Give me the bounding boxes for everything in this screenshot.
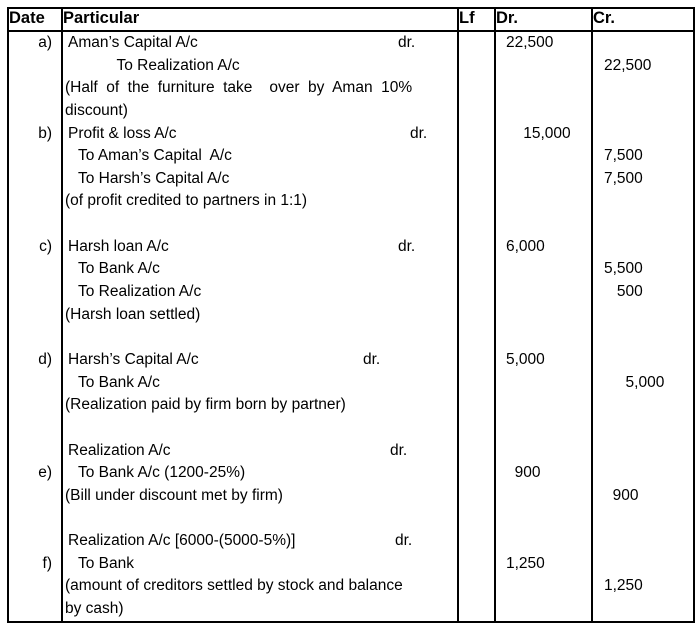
journal-line-text: To Bank xyxy=(78,554,135,572)
blank-line xyxy=(496,575,591,598)
blank-line xyxy=(496,440,591,463)
blank-line xyxy=(9,55,61,78)
blank-line xyxy=(9,145,61,168)
blank-line xyxy=(593,77,693,100)
blank-line xyxy=(593,507,693,530)
journal-line-text: To Bank A/c xyxy=(78,260,160,278)
blank-line xyxy=(496,417,591,440)
blank-line xyxy=(496,258,591,281)
entry-letter: f) xyxy=(42,554,52,572)
journal-line-text xyxy=(63,326,457,349)
date-column-body xyxy=(8,31,62,622)
blank-line xyxy=(496,394,591,417)
blank-line xyxy=(593,530,693,553)
dr-abbreviation: dr. xyxy=(395,532,413,550)
journal-line-text: To Harsh’s Capital A/c xyxy=(78,169,230,187)
journal-line-text xyxy=(63,213,457,236)
lf-column-body xyxy=(458,31,495,622)
cr-amount: 5,000 xyxy=(604,373,665,391)
blank-line xyxy=(9,598,61,621)
journal-line-text: Realization A/c [6000-(5000-5%)] dr. xyxy=(63,530,457,553)
journal-line-text: To Bank A/c xyxy=(78,373,160,391)
blank-line xyxy=(593,123,693,146)
dr-column-body xyxy=(495,31,592,622)
blank-line xyxy=(9,417,61,440)
journal-line-text: To Realization A/c xyxy=(78,56,240,74)
journal-line-text: (Realization paid by firm born by partner) xyxy=(65,396,346,414)
dr-abbreviation: dr. xyxy=(390,441,408,459)
column-header-date: Date xyxy=(8,8,62,31)
journal-line-text: (Harsh loan settled) xyxy=(65,305,201,323)
dr-abbreviation: dr. xyxy=(398,34,416,51)
journal-line-text xyxy=(63,507,457,530)
blank-line xyxy=(593,417,693,440)
cr-amount: 500 xyxy=(604,283,643,301)
blank-line xyxy=(496,485,591,508)
journal-line-text: Aman’s Capital A/c dr. xyxy=(63,32,457,55)
blank-line xyxy=(9,507,61,530)
blank-line xyxy=(9,394,61,417)
journal-line-text: (of profit credited to partners in 1:1) xyxy=(65,192,308,210)
dr-abbreviation: dr. xyxy=(410,124,428,142)
blank-line xyxy=(9,372,61,395)
column-header-cr: Cr. xyxy=(592,8,694,31)
blank-line xyxy=(593,326,693,349)
blank-line xyxy=(496,598,591,621)
blank-line xyxy=(496,168,591,191)
blank-line xyxy=(496,55,591,78)
blank-line xyxy=(9,304,61,327)
blank-line xyxy=(496,145,591,168)
entry-letter: d) xyxy=(38,350,52,368)
cr-amount: 7,500 xyxy=(604,169,643,187)
journal-line-text: Harsh loan A/c dr. xyxy=(63,236,457,259)
cr-amount: 5,500 xyxy=(604,260,643,278)
blank-line xyxy=(496,372,591,395)
blank-line xyxy=(496,100,591,123)
blank-line xyxy=(593,304,693,327)
blank-line xyxy=(593,32,693,55)
journal-line-text: discount) xyxy=(65,101,128,119)
journal-line-text: (Bill under discount met by firm) xyxy=(65,486,283,504)
journal-line-text: To Aman’s Capital A/c xyxy=(78,147,232,165)
journal-line-text: To Bank A/c (1200-25%) xyxy=(78,464,246,482)
entry-letter: a) xyxy=(38,34,52,51)
blank-line xyxy=(496,507,591,530)
blank-line xyxy=(496,77,591,100)
dr-amount: 15,000 xyxy=(506,124,571,142)
blank-line xyxy=(9,213,61,236)
journal-line-text: To Realization A/c xyxy=(78,283,202,301)
blank-line xyxy=(593,213,693,236)
dr-abbreviation: dr. xyxy=(363,350,381,368)
blank-line xyxy=(9,530,61,553)
blank-line xyxy=(9,440,61,463)
blank-line xyxy=(9,575,61,598)
cr-amount: 7,500 xyxy=(604,147,643,165)
dr-amount: 900 xyxy=(506,464,541,482)
blank-line xyxy=(593,462,693,485)
column-header-dr: Dr. xyxy=(495,8,592,31)
blank-line xyxy=(593,349,693,372)
blank-line xyxy=(9,485,61,508)
blank-line xyxy=(496,304,591,327)
blank-line xyxy=(496,190,591,213)
blank-line xyxy=(496,281,591,304)
journal-line-text: Harsh’s Capital A/c dr. xyxy=(63,349,457,372)
journal-line-text xyxy=(63,417,457,440)
dr-abbreviation: dr. xyxy=(398,237,416,255)
journal-table-body xyxy=(8,31,694,622)
blank-line xyxy=(496,213,591,236)
journal-line-text: Realization A/c dr. xyxy=(63,440,457,463)
dr-amount: 22,500 xyxy=(506,34,554,51)
blank-line xyxy=(496,326,591,349)
journal-table xyxy=(7,7,695,623)
entry-letter: e) xyxy=(38,464,52,482)
journal-table-header xyxy=(8,8,694,31)
dr-amount: 6,000 xyxy=(506,237,545,255)
column-header-particular: Particular xyxy=(62,8,458,31)
entry-letter: b) xyxy=(38,124,52,142)
blank-line xyxy=(9,168,61,191)
blank-line xyxy=(593,394,693,417)
blank-line xyxy=(593,236,693,259)
column-header-lf: Lf xyxy=(458,8,495,31)
blank-line xyxy=(9,281,61,304)
blank-line xyxy=(593,553,693,576)
blank-line xyxy=(9,77,61,100)
blank-line xyxy=(593,190,693,213)
particular-column-body xyxy=(62,31,458,622)
entry-letter: c) xyxy=(39,237,52,255)
cr-amount: 900 xyxy=(604,486,639,504)
dr-amount: 5,000 xyxy=(506,350,545,368)
cr-amount: 22,500 xyxy=(604,56,652,74)
blank-line xyxy=(496,530,591,553)
blank-line xyxy=(9,190,61,213)
blank-line xyxy=(9,100,61,123)
journal-line-text: by cash) xyxy=(65,600,124,618)
blank-line xyxy=(9,258,61,281)
blank-line xyxy=(593,100,693,123)
blank-line xyxy=(9,326,61,349)
blank-line xyxy=(593,440,693,463)
cr-column-body xyxy=(592,31,694,622)
cr-amount: 1,250 xyxy=(604,577,643,595)
journal-line-text: Profit & loss A/c dr. xyxy=(63,123,457,146)
blank-line xyxy=(593,598,693,621)
dr-amount: 1,250 xyxy=(506,554,545,572)
journal-line-text: (Half of the furniture take over by Aman 10% xyxy=(65,79,413,97)
journal-line-text: (amount of creditors settled by stock and balance xyxy=(65,577,403,595)
